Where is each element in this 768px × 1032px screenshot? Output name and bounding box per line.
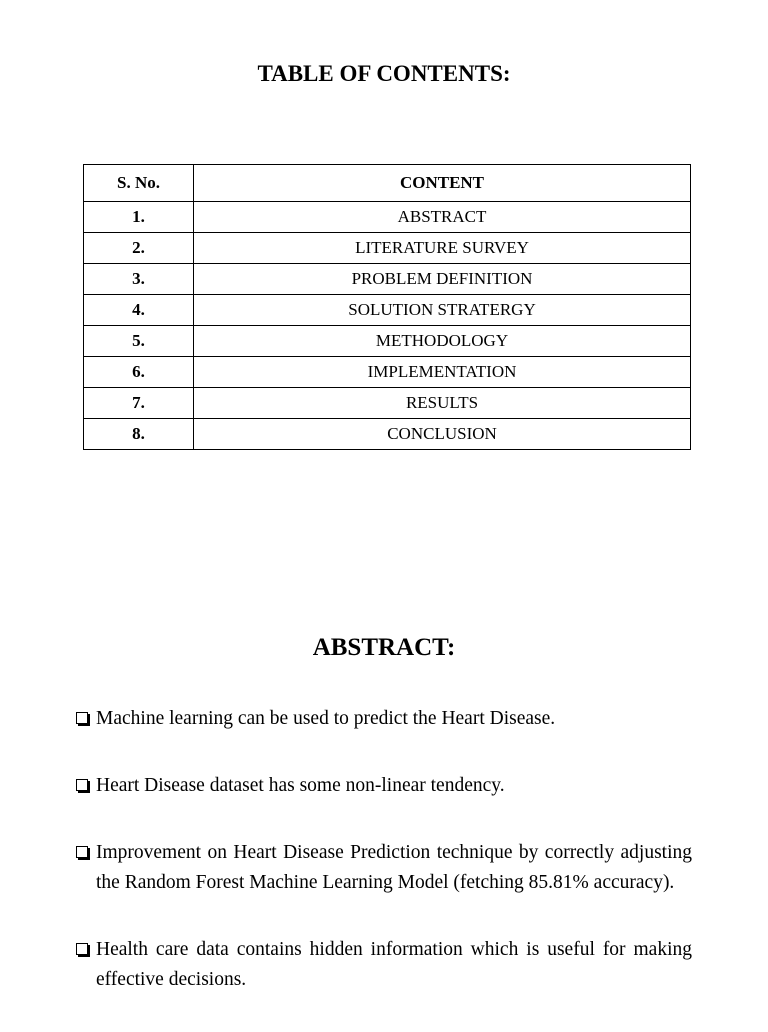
toc-row-content: RESULTS: [194, 388, 691, 419]
toc-table: [83, 164, 691, 450]
toc-row: [84, 295, 691, 326]
hollow-square-bullet-icon: [76, 712, 88, 724]
toc-row: [84, 357, 691, 388]
toc-row-sno: 3.: [84, 264, 194, 295]
abstract-bullet-text: Machine learning can be used to predict the Heart Disease.: [96, 708, 556, 729]
toc-row-content: METHODOLOGY: [194, 326, 691, 357]
abstract-bullet-text: Improvement on Heart Disease Prediction technique by correctly adjusting the Random Forest Machine Learning Model (fetching 85.81% accuracy).: [96, 842, 692, 893]
toc-row: [84, 264, 691, 295]
abstract-title: ABSTRACT:: [312, 634, 456, 661]
toc-row-content: ABSTRACT: [194, 202, 691, 233]
abstract-bullet: [76, 704, 692, 734]
abstract-bullet-text: Heart Disease dataset has some non-linear tendency.: [96, 775, 505, 796]
toc-row-sno: 7.: [84, 388, 194, 419]
toc-row-sno: 1.: [84, 202, 194, 233]
toc-row-content: LITERATURE SURVEY: [194, 233, 691, 264]
toc-row-sno: 4.: [84, 295, 194, 326]
toc-row-sno: 8.: [84, 419, 194, 450]
toc-row: [84, 388, 691, 419]
toc-row-content: PROBLEM DEFINITION: [194, 264, 691, 295]
hollow-square-bullet-icon: [76, 943, 88, 955]
toc-row-sno: 6.: [84, 357, 194, 388]
toc-row-sno: 2.: [84, 233, 194, 264]
toc-header-row: [84, 165, 691, 202]
toc-header-content: CONTENT: [194, 165, 691, 202]
hollow-square-bullet-icon: [76, 779, 88, 791]
toc-row-content: SOLUTION STRATERGY: [194, 295, 691, 326]
abstract-bullet: [76, 838, 692, 898]
abstract-bullet-list: [76, 704, 692, 1032]
abstract-bullet-text: Health care data contains hidden information which is useful for making effective decisions.: [96, 939, 692, 990]
toc-header-sno: S. No.: [84, 165, 194, 202]
toc-row: [84, 419, 691, 450]
toc-row-content: IMPLEMENTATION: [194, 357, 691, 388]
toc-row-sno: 5.: [84, 326, 194, 357]
toc-title: TABLE OF CONTENTS:: [257, 61, 511, 86]
abstract-bullet: [76, 935, 692, 995]
toc-row: [84, 233, 691, 264]
toc-row: [84, 202, 691, 233]
abstract-bullet: [76, 771, 692, 801]
toc-row: [84, 326, 691, 357]
hollow-square-bullet-icon: [76, 846, 88, 858]
toc-row-content: CONCLUSION: [194, 419, 691, 450]
